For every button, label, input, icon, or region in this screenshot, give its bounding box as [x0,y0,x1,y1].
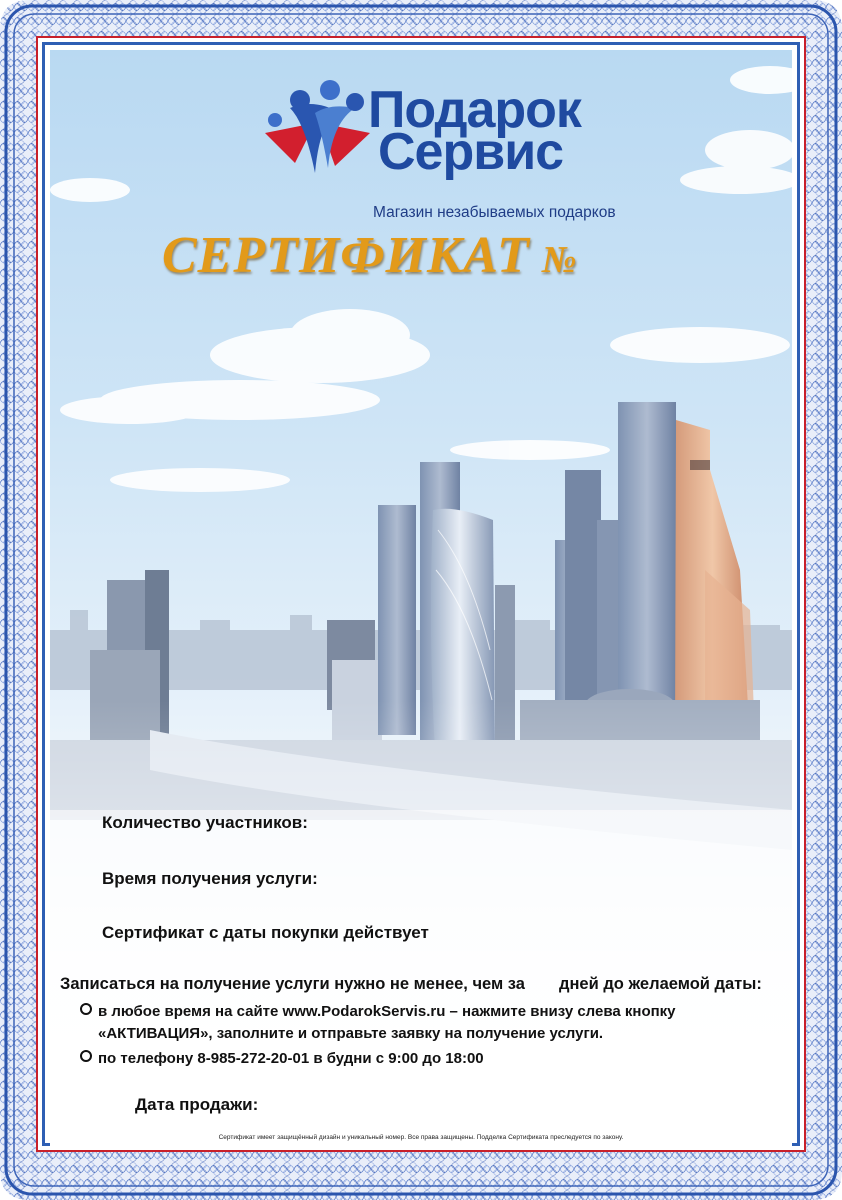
participants-label: Количество участников: [102,813,308,832]
booking-bullet-phone [80,1050,484,1067]
certificate-body [50,50,792,1146]
brand-tagline: Магазин незабываемых подарков [373,204,616,221]
brand-logo [260,78,616,228]
booking-bullet-phone-text: по телефону 8-985-272-20-01 в будни с 9:00 до 18:00 [98,1050,484,1067]
brand-name-line1: Подарок [368,81,581,139]
booking-bullet-website [80,1003,676,1020]
service-time-label: Время получения услуги: [102,869,318,888]
certificate-title [162,226,578,285]
booking-bullet-website-line1: в любое время на сайте www.PodarokServis.ru – нажмите внизу слева кнопку [98,1003,676,1020]
booking-intro [60,975,762,994]
booking-intro-before: Записаться на получение услуги нужно не менее, чем за [60,975,525,993]
certificate-number-sign: № [541,239,578,281]
bullet-circle-icon [80,1003,92,1015]
sale-date-label: Дата продажи: [135,1095,259,1114]
bullet-circle-icon [80,1050,92,1062]
people-logo-icon [260,78,380,188]
certificate-title-label: СЕРТИФИКАТ [162,227,530,284]
validity-label: Сертификат с даты покупки действует [102,923,429,942]
brand-name-line2: Сервис [378,123,564,181]
legal-footer: Сертификат имеет защищённый дизайн и уникальный номер. Все права защищены. Подделка Сертификата преследуется по закону. [218,1134,624,1141]
booking-intro-after: дней до желаемой даты: [558,975,762,993]
booking-bullet-website-line2: «АКТИВАЦИЯ», заполните и отправьте заявку на получение услуги. [98,1025,604,1042]
